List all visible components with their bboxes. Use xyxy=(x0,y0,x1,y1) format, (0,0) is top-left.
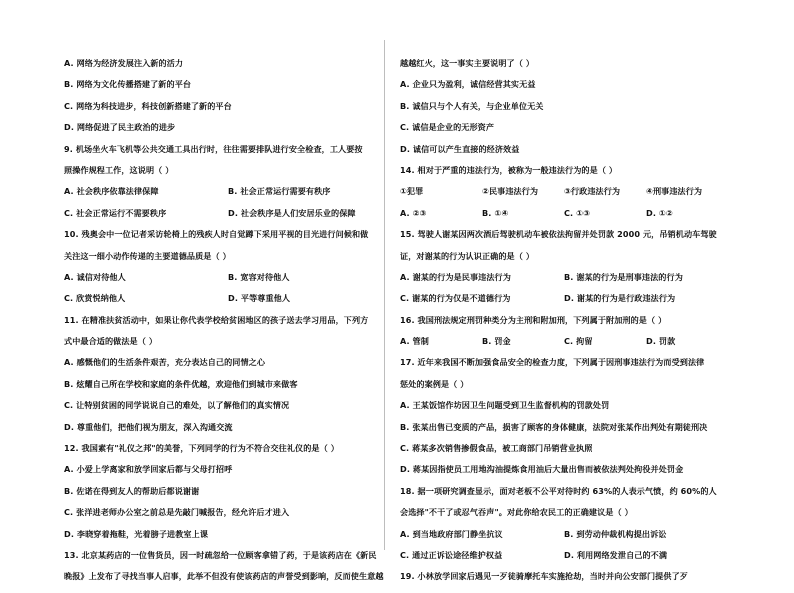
left-column xyxy=(64,58,392,593)
question-18-options-row-1 xyxy=(400,529,728,539)
question-9-stem: 9. 机场坐火车飞机等公共交通工具出行时，往往需要排队进行安全检查，工人要按 xyxy=(64,143,363,154)
q10-option-b: B. 宽容对待他人 xyxy=(228,271,290,282)
q17-option-a: A. 王某饭馆作坊因卫生问题受到卫生监督机构的罚款处罚 xyxy=(400,400,610,411)
q9-option-a: A. 社会秩序依靠法律保障 xyxy=(64,186,159,197)
question-13-stem-end: 越越红火，这一事实主要说明了（ ） xyxy=(400,58,535,68)
q11-option-d: D. 尊重他们，把他们视为朋友，深入沟通交流 xyxy=(64,421,233,432)
q18-option-a: A. 到当地政府部门静坐抗议 xyxy=(400,528,503,539)
q11-option-c: C. 让特别贫困的同学说说自己的难处，以了解他们的真实情况 xyxy=(64,400,290,411)
q15-option-c: C. 谢某的行为仅是不道德行为 xyxy=(400,293,511,304)
q18-option-c: C. 通过正诉讼途径维护权益 xyxy=(400,549,503,560)
q14-option-c: C. ①③ xyxy=(564,207,591,218)
question-15-options-row-1 xyxy=(400,272,728,282)
option-line: C. 网络为科技进步，科技创新搭建了新的平台 xyxy=(64,100,232,111)
q14-option-a: A. ②③ xyxy=(400,207,427,218)
q13-option-b: B. 诚信只与个人有关，与企业单位无关 xyxy=(400,100,544,111)
question-15-stem-cont: 证，对谢某的行为认识正确的是（ ） xyxy=(400,250,535,261)
option-line: A. 网络为经济发展注入新的活力 xyxy=(64,58,184,68)
question-10-options-row-2 xyxy=(64,293,392,303)
q13-option-d: D. 诚信可以产生直接的经济效益 xyxy=(400,143,520,154)
question-18-stem: 18. 据一项研究调查显示，面对老板不公平对待时约 63%的人表示气愤，约 60%的人 xyxy=(400,485,717,496)
q9-option-b: B. 社会正常运行需要有秩序 xyxy=(228,186,331,197)
q16-option-c: C. 拘留 xyxy=(564,336,593,347)
q10-option-c: C. 欣赏悦纳他人 xyxy=(64,293,126,304)
q12-option-d: D. 李晓穿着拖鞋，光着膀子进教室上课 xyxy=(64,528,209,539)
question-14-stem: 14. 相对于严重的违法行为，被称为一般违法行为的是（ ） xyxy=(400,164,618,175)
q10-option-a: A. 诚信对待他人 xyxy=(64,271,126,282)
q14-option-d: D. ①② xyxy=(646,207,673,218)
q9-option-c: C. 社会正常运行不需要秩序 xyxy=(64,207,167,218)
q16-option-b: B. 罚金 xyxy=(482,336,511,347)
question-14-options xyxy=(400,208,728,218)
q17-option-c: C. 蒋某多次销售掺假食品，被工商部门吊销营业执照 xyxy=(400,443,593,454)
q12-option-b: B. 佐诺在得到友人的帮助后都说谢谢 xyxy=(64,485,200,496)
q15-option-d: D. 谢某的行为是行政违法行为 xyxy=(564,293,676,304)
question-10-stem: 10. 残奥会中一位记者采访轮椅上的残疾人时自觉蹲下采用平视的目光进行问候和做 xyxy=(64,229,369,240)
q14-option-b: B. ①④ xyxy=(482,207,509,218)
question-12-stem: 12. 我国素有"礼仪之邦"的美誉，下列同学的行为不符合交往礼仪的是（ ） xyxy=(64,443,339,454)
q13-option-c: C. 诚信是企业的无形资产 xyxy=(400,122,495,133)
question-10-stem-cont: 关注这一细小动作传递的主要道德品质是（ ） xyxy=(64,250,231,261)
q10-option-d: D. 平等尊重他人 xyxy=(228,293,291,304)
question-9-stem-cont: 照操作规程工作，这说明（ ） xyxy=(64,164,174,175)
q9-option-d: D. 社会秩序是人们安居乐业的保障 xyxy=(228,207,356,218)
question-11-stem: 11. 在精准扶贫活动中，如果让你代表学校给贫困地区的孩子送去学习用品，下列方 xyxy=(64,314,369,325)
q16-option-d: D. 罚款 xyxy=(646,336,676,347)
option-line: D. 网络促进了民主政治的进步 xyxy=(64,122,176,133)
q15-option-b: B. 谢某的行为是刑事违法的行为 xyxy=(564,271,683,282)
question-10-options-row-1 xyxy=(64,272,392,282)
q17-option-b: B. 张某出售已变质的产品，损害了顾客的身体健康，法院对张某作出判处有期徒刑决 xyxy=(400,421,708,432)
question-15-stem: 15. 驾驶人谢某因两次酒后驾驶机动车被依法拘留并处罚款 2000 元，吊销机动车驾驶 xyxy=(400,229,717,240)
q11-option-a: A. 感慨他们的生活条件艰苦，充分表达自己的同情之心 xyxy=(64,357,266,368)
q14-item-1: ①犯罪 xyxy=(400,186,424,197)
question-18-stem-cont: 会选择"不干了或忍气吞声"。对此你给农民工的正确建议是（ ） xyxy=(400,507,633,518)
question-18-options-row-2 xyxy=(400,550,728,560)
question-16-stem: 16. 我国刑法规定刑罚种类分为主刑和附加刑，下列属于附加刑的是（ ） xyxy=(400,314,667,325)
question-16-options xyxy=(400,336,728,346)
q18-option-d: D. 利用网络发泄自己的不满 xyxy=(564,549,668,560)
question-15-options-row-2 xyxy=(400,293,728,303)
q18-option-b: B. 到劳动仲裁机构提出诉讼 xyxy=(564,528,667,539)
q16-option-a: A. 管制 xyxy=(400,336,429,347)
q14-item-4: ④刑事违法行为 xyxy=(646,186,703,197)
question-13-stem-cont: 晚报》上发布了寻找当事人启事，此举不但没有使该药店的声誉受到影响，反而使生意越 xyxy=(64,571,384,582)
question-17-stem: 17. 近年来我国不断加强食品安全的检查力度，下列属于因刑事违法行为而受到法律 xyxy=(400,357,705,368)
question-9-options-row-2 xyxy=(64,208,392,218)
q15-option-a: A. 谢某的行为是民事违法行为 xyxy=(400,271,511,282)
question-13-stem: 13. 北京某药店的一位售货员，因一时疏忽给一位顾客拿错了药，于是该药店在《新民 xyxy=(64,549,377,560)
right-column xyxy=(400,58,728,593)
option-line: B. 网络为文化传播搭建了新的平台 xyxy=(64,79,192,90)
q13-option-a: A. 企业只为盈利，诚信经营其实无益 xyxy=(400,79,536,90)
question-11-stem-cont: 式中最合适的做法是（ ） xyxy=(64,336,158,347)
q14-item-3: ③行政违法行为 xyxy=(564,186,621,197)
q11-option-b: B. 炫耀自己所在学校和家庭的条件优越，欢迎他们到城市来做客 xyxy=(64,378,298,389)
q12-option-a: A. 小爱上学离家和放学回家后都与父母打招呼 xyxy=(64,464,233,475)
question-17-stem-cont: 惩处的案例是（ ） xyxy=(400,378,469,389)
question-14-items xyxy=(400,186,728,196)
question-19-stem: 19. 小林放学回家后遇见一歹徒骑摩托车实施抢劫，当时并向公安部门提供了歹 xyxy=(400,571,688,582)
question-9-options-row-1 xyxy=(64,186,392,196)
q12-option-c: C. 张洋进老师办公室之前总是先敲门喊报告，经允许后才进入 xyxy=(64,507,290,518)
q17-option-d: D. 蒋某因指使员工用地沟油提炼食用油后大量出售而被依法判处拘役并处罚金 xyxy=(400,464,684,475)
q14-item-2: ②民事违法行为 xyxy=(482,186,539,197)
